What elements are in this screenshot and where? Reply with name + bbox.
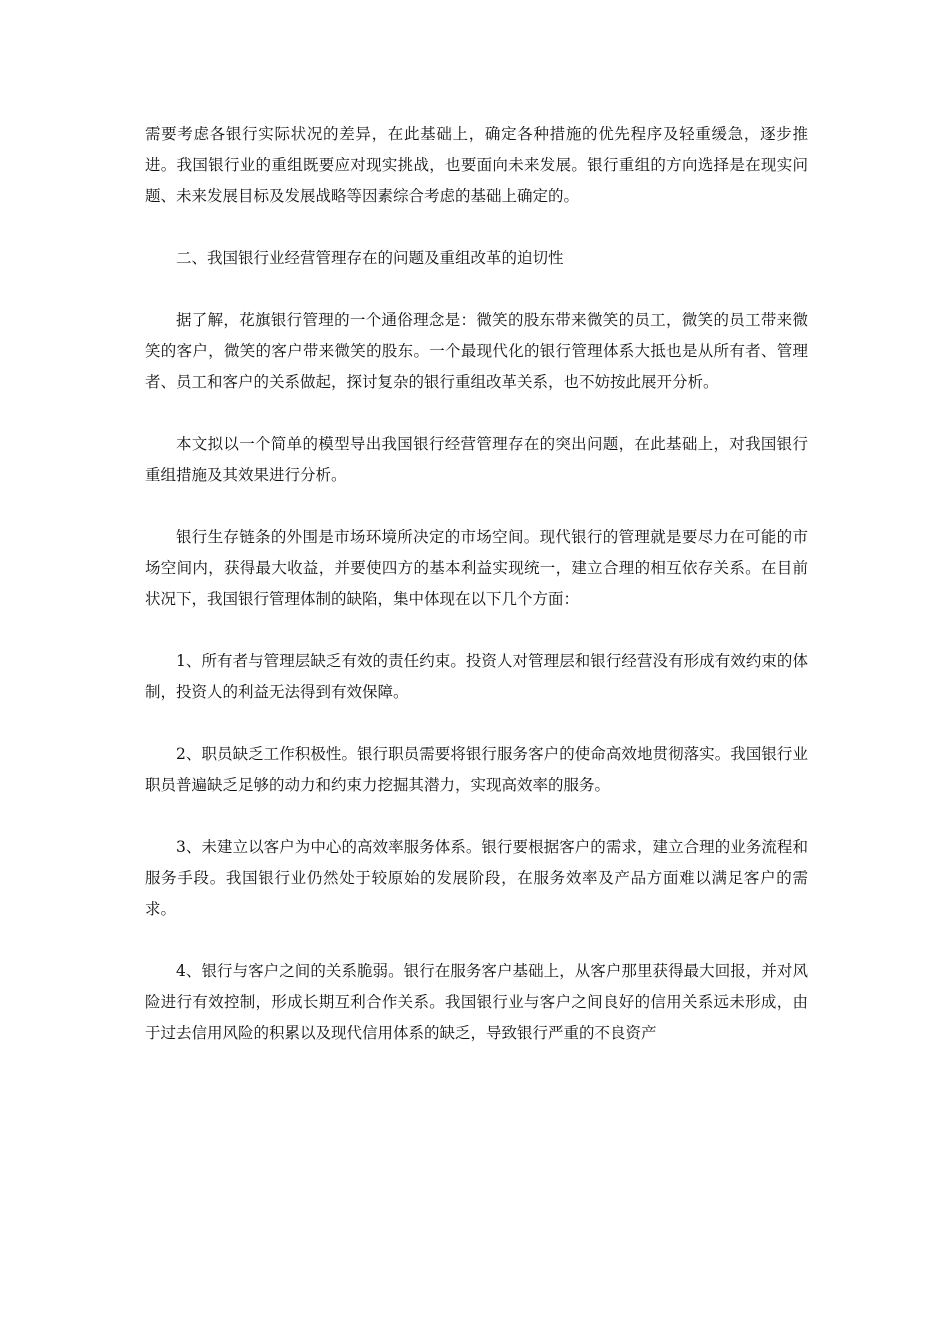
paragraph-citibank: 据了解，花旗银行管理的一个通俗理念是：微笑的股东带来微笑的员工，微笑的员工带来微笑的客户，微笑的客户带来微笑的股东。一个最现代化的银行管理体系大抵也是从所有者、管理者、员工和客户的关系做起，探讨复杂的银行重组改革关系，也不妨按此展开分析。 [145, 311, 808, 391]
section-heading: 二、我国银行业经营管理存在的问题及重组改革的迫切性 [176, 249, 564, 267]
list-item-1: 1、所有者与管理层缺乏有效的责任约束。投资人对管理层和银行经营没有形成有效约束的体制，投资人的利益无法得到有效保障。 [145, 652, 808, 701]
paragraph-market-space: 银行生存链条的外围是市场环境所决定的市场空间。现代银行的管理就是要尽力在可能的市场空间内，获得最大收益，并要使四方的基本利益实现统一，建立合理的相互依存关系。在目前状况下，我国银行管理体制的缺陷，集中体现在以下几个方面： [145, 528, 808, 608]
document-page [145, 119, 808, 1080]
list-item-3: 3、未建立以客户为中心的高效率服务体系。银行要根据客户的需求，建立合理的业务流程和服务手段。我国银行业仍然处于较原始的发展阶段，在服务效率及产品方面难以满足客户的需求。 [145, 838, 808, 918]
list-item-4: 4、银行与客户之间的关系脆弱。银行在服务客户基础上，从客户那里获得最大回报，并对风险进行有效控制，形成长期互利合作关系。我国银行业与客户之间良好的信用关系远未形成，由于过去信用风险的积累以及现代信用体系的缺乏，导致银行严重的不良资产 [145, 962, 808, 1042]
paragraph-model: 本文拟以一个简单的模型导出我国银行经营管理存在的突出问题，在此基础上，对我国银行重组措施及其效果进行分析。 [145, 435, 808, 484]
paragraph-intro: 需要考虑各银行实际状况的差异，在此基础上，确定各种措施的优先程序及轻重缓急，逐步推进。我国银行业的重组既要应对现实挑战，也要面向未来发展。银行重组的方向选择是在现实问题、未来发展目标及发展战略等因素综合考虑的基础上确定的。 [145, 125, 808, 205]
list-item-2: 2、职员缺乏工作积极性。银行职员需要将银行服务客户的使命高效地贯彻落实。我国银行业职员普遍缺乏足够的动力和约束力挖掘其潜力，实现高效率的服务。 [145, 745, 808, 794]
